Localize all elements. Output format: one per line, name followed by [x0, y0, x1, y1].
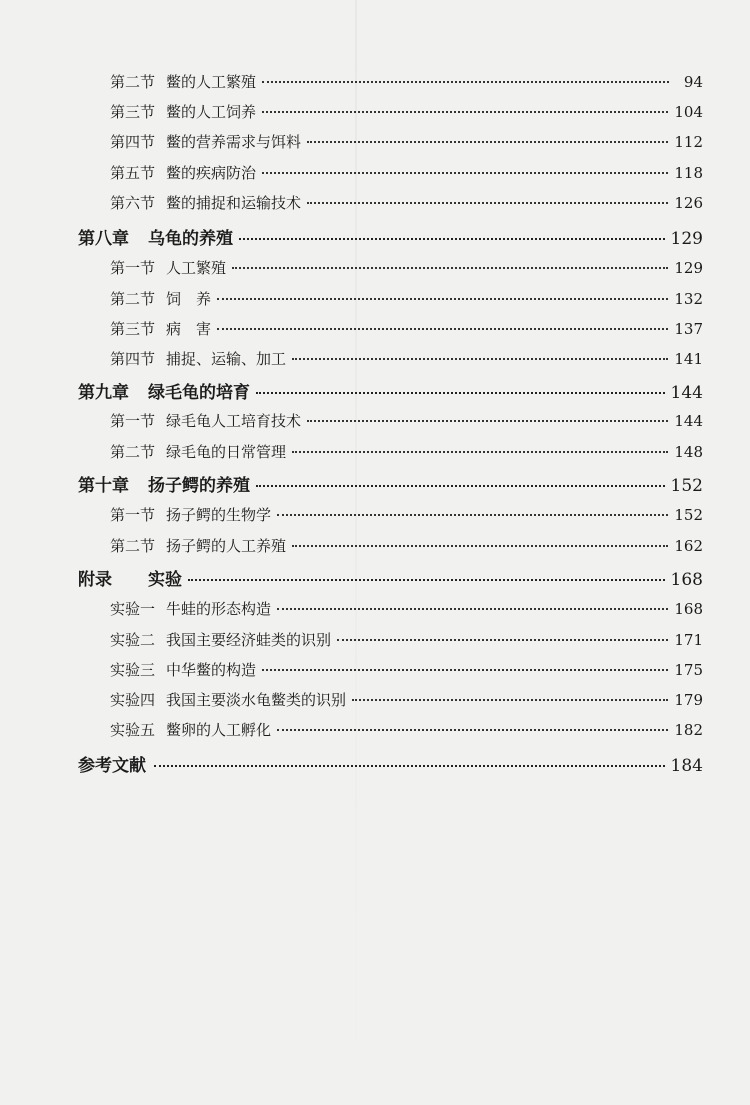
chapter-title: 绿毛龟的培育: [148, 383, 250, 403]
toc-number: 第三节: [110, 103, 156, 121]
experiment-number: 实验五: [110, 721, 156, 739]
toc-number: 第六节: [110, 194, 156, 212]
toc-chapter-row[interactable]: [78, 378, 703, 402]
toc-row[interactable]: [110, 535, 703, 557]
toc-row[interactable]: [110, 318, 703, 340]
toc-page-number: 162: [674, 537, 703, 555]
toc-title: 扬子鳄的生物学: [166, 506, 272, 524]
dot-leader: [217, 328, 668, 330]
toc-number: 第四节: [110, 133, 156, 151]
toc-number: 第三节: [110, 320, 156, 338]
toc-page-number: 168: [674, 600, 703, 618]
chapter-title: 乌龟的养殖: [148, 229, 233, 249]
dot-leader: [188, 579, 665, 581]
toc-row[interactable]: [110, 659, 703, 681]
toc-page-number: 126: [674, 194, 703, 212]
dot-leader: [262, 81, 669, 83]
toc-row[interactable]: [110, 629, 703, 651]
toc-page-number: 112: [674, 133, 703, 151]
toc-page-number: 118: [674, 164, 703, 182]
toc-chapter-row[interactable]: [78, 224, 703, 248]
toc-title: 鳖的人工饲养: [166, 103, 257, 121]
toc-row[interactable]: [110, 101, 703, 123]
toc-row[interactable]: [110, 719, 703, 741]
toc-title: 中华鳖的构造: [166, 661, 257, 679]
toc-page-number: 179: [674, 691, 703, 709]
toc-row[interactable]: [110, 410, 703, 432]
toc-title: 鳖的人工繁殖: [166, 73, 257, 91]
toc-page-number: 144: [674, 412, 703, 430]
toc-row[interactable]: [110, 71, 703, 93]
toc-row[interactable]: [110, 689, 703, 711]
toc-title: 我国主要经济蛙类的识别: [166, 631, 332, 649]
toc-page-number: 152: [674, 506, 703, 524]
toc-page-number: 184: [670, 756, 703, 776]
toc-title: 牛蛙的形态构造: [166, 600, 272, 618]
experiment-number: 实验三: [110, 661, 156, 679]
toc-page-number: 182: [674, 721, 703, 739]
toc-title: 鳖卵的人工孵化: [166, 721, 272, 739]
dot-leader: [256, 485, 665, 487]
dot-leader: [262, 111, 668, 113]
toc-row[interactable]: [110, 441, 703, 463]
dot-leader: [277, 514, 668, 516]
chapter-number: 第九章: [78, 383, 129, 403]
dot-leader: [217, 298, 668, 300]
toc-number: 第二节: [110, 537, 156, 555]
toc-page-number: 152: [670, 476, 703, 496]
toc-page-number: 129: [674, 259, 703, 277]
toc-number: 第一节: [110, 259, 156, 277]
toc-row[interactable]: [110, 192, 703, 214]
toc-number: 第一节: [110, 412, 156, 430]
toc-page-number: 141: [674, 350, 703, 368]
toc-number: 第二节: [110, 73, 156, 91]
toc-number: 第一节: [110, 506, 156, 524]
dot-leader: [292, 358, 668, 360]
dot-leader: [352, 699, 668, 701]
toc-title: 饲 养: [166, 290, 212, 308]
toc-number: 第五节: [110, 164, 156, 182]
toc-row[interactable]: [110, 131, 703, 153]
toc-title: 我国主要淡水龟鳖类的识别: [166, 691, 347, 709]
experiment-number: 实验四: [110, 691, 156, 709]
toc-title: 绿毛龟人工培育技术: [166, 412, 302, 430]
toc-row[interactable]: [110, 348, 703, 370]
toc-title: 人工繁殖: [166, 259, 227, 277]
chapter-title: 扬子鳄的养殖: [148, 476, 250, 496]
dot-leader: [307, 202, 668, 204]
dot-leader: [277, 729, 668, 731]
toc-row[interactable]: [110, 162, 703, 184]
toc-title: 病 害: [166, 320, 212, 338]
references-label: 参考文献: [78, 756, 146, 776]
toc-title: 绿毛龟的日常管理: [166, 443, 287, 461]
toc-page-number: 168: [670, 570, 703, 590]
experiment-number: 实验二: [110, 631, 156, 649]
toc-page-number: 148: [674, 443, 703, 461]
toc-row[interactable]: [110, 598, 703, 620]
dot-leader: [256, 392, 665, 394]
toc-page-number: 144: [670, 383, 703, 403]
toc-page-number: 132: [674, 290, 703, 308]
toc-page-number: 94: [683, 73, 703, 91]
dot-leader: [292, 451, 668, 453]
toc-number: 第二节: [110, 443, 156, 461]
appendix-label: 附录: [78, 570, 112, 590]
dot-leader: [262, 669, 668, 671]
toc-title: 鳖的营养需求与饵料: [166, 133, 302, 151]
toc-page-number: 129: [670, 229, 703, 249]
chapter-number: 第十章: [78, 476, 129, 496]
toc-title: 鳖的疾病防治: [166, 164, 257, 182]
dot-leader: [307, 420, 668, 422]
toc-title: 鳖的捕捉和运输技术: [166, 194, 302, 212]
toc-number: 第四节: [110, 350, 156, 368]
toc-row[interactable]: [110, 288, 703, 310]
toc-title: 捕捉、运输、加工: [166, 350, 287, 368]
dot-leader: [262, 172, 668, 174]
toc-page-number: 171: [674, 631, 703, 649]
experiment-number: 实验一: [110, 600, 156, 618]
dot-leader: [232, 267, 668, 269]
toc-page-number: 137: [674, 320, 703, 338]
dot-leader: [337, 639, 668, 641]
dot-leader: [239, 238, 665, 240]
toc-number: 第二节: [110, 290, 156, 308]
toc-row[interactable]: [110, 257, 703, 279]
toc-chapter-row[interactable]: [78, 471, 703, 495]
dot-leader: [307, 141, 668, 143]
toc-title: 扬子鳄的人工养殖: [166, 537, 287, 555]
toc-page-number: 104: [674, 103, 703, 121]
toc-row[interactable]: [110, 504, 703, 526]
toc-references-row[interactable]: [78, 751, 703, 775]
dot-leader: [292, 545, 668, 547]
dot-leader: [277, 608, 668, 610]
chapter-number: 第八章: [78, 229, 129, 249]
toc-page-number: 175: [674, 661, 703, 679]
toc-appendix-row[interactable]: [78, 565, 703, 589]
dot-leader: [154, 765, 665, 767]
appendix-title: 实验: [148, 570, 182, 590]
